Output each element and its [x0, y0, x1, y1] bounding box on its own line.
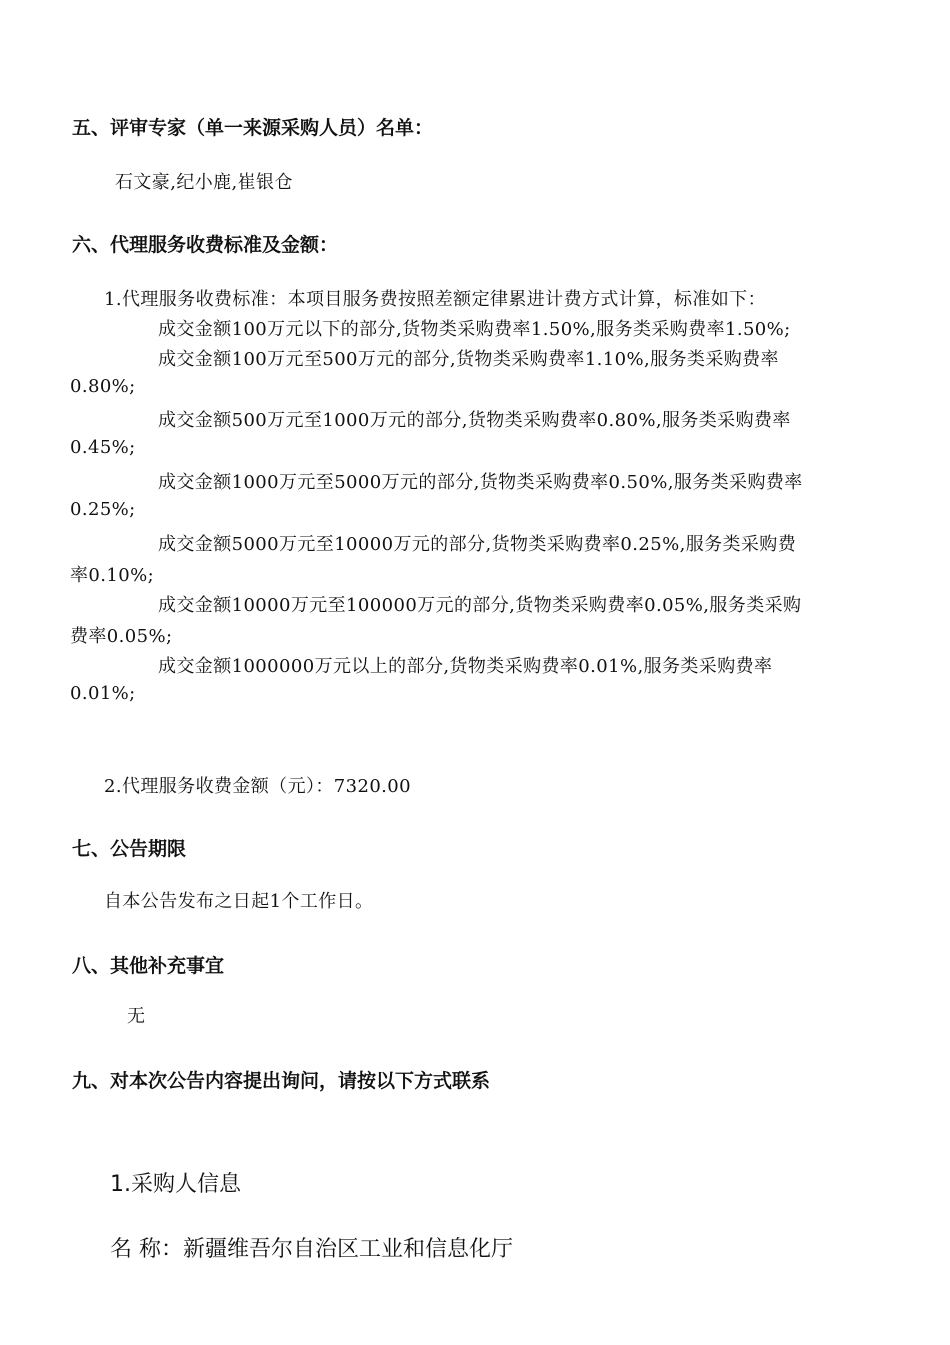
expert-list: 石文豪,纪小鹿,崔银仓: [115, 172, 293, 193]
fee-tier-line-cont: 率0.10%;: [70, 565, 155, 586]
section-8-heading: 八、其他补充事宜: [72, 955, 225, 977]
fee-tier-line-cont: 0.25%;: [70, 499, 136, 520]
fee-standard-intro: 1.代理服务收费标准：本项目服务费按照差额定律累进计费方式计算，标准如下：: [104, 289, 766, 310]
fee-tier-line: 成交金额100万元至500万元的部分,货物类采购费率1.10%,服务类采购费率: [158, 349, 779, 370]
fee-amount: 2.代理服务收费金额（元）：7320.00: [104, 776, 412, 797]
fee-tier-line: 成交金额500万元至1000万元的部分,货物类采购费率0.80%,服务类采购费率: [158, 410, 791, 431]
fee-tier-line-cont: 0.01%;: [70, 683, 136, 704]
supplementary-text: 无: [127, 1006, 146, 1027]
fee-tier-line-cont: 0.45%;: [70, 437, 136, 458]
fee-tier-line-cont: 费率0.05%;: [70, 626, 173, 647]
purchaser-info-title: 1.采购人信息: [110, 1172, 241, 1197]
fee-tier-line: 成交金额1000万元至5000万元的部分,货物类采购费率0.50%,服务类采购费率: [158, 472, 803, 493]
fee-tier-line: 成交金额10000万元至100000万元的部分,货物类采购费率0.05%,服务类采购: [158, 595, 802, 616]
section-6-heading: 六、代理服务收费标准及金额：: [72, 234, 339, 256]
fee-tier-line: 成交金额5000万元至10000万元的部分,货物类采购费率0.25%,服务类采购费: [158, 534, 797, 555]
fee-tier-line: 成交金额1000000万元以上的部分,货物类采购费率0.01%,服务类采购费率: [158, 656, 773, 677]
section-5-heading: 五、评审专家（单一来源采购人员）名单：: [72, 117, 434, 139]
fee-tier-line: 成交金额100万元以下的部分,货物类采购费率1.50%,服务类采购费率1.50%;: [158, 319, 791, 340]
section-7-heading: 七、公告期限: [72, 838, 187, 860]
fee-tier-line-cont: 0.80%;: [70, 376, 136, 397]
section-9-heading: 九、对本次公告内容提出询问，请按以下方式联系: [72, 1070, 491, 1092]
purchaser-name: 名 称：新疆维吾尔自治区工业和信息化厅: [110, 1237, 513, 1262]
notice-period-text: 自本公告发布之日起1个工作日。: [104, 891, 374, 912]
